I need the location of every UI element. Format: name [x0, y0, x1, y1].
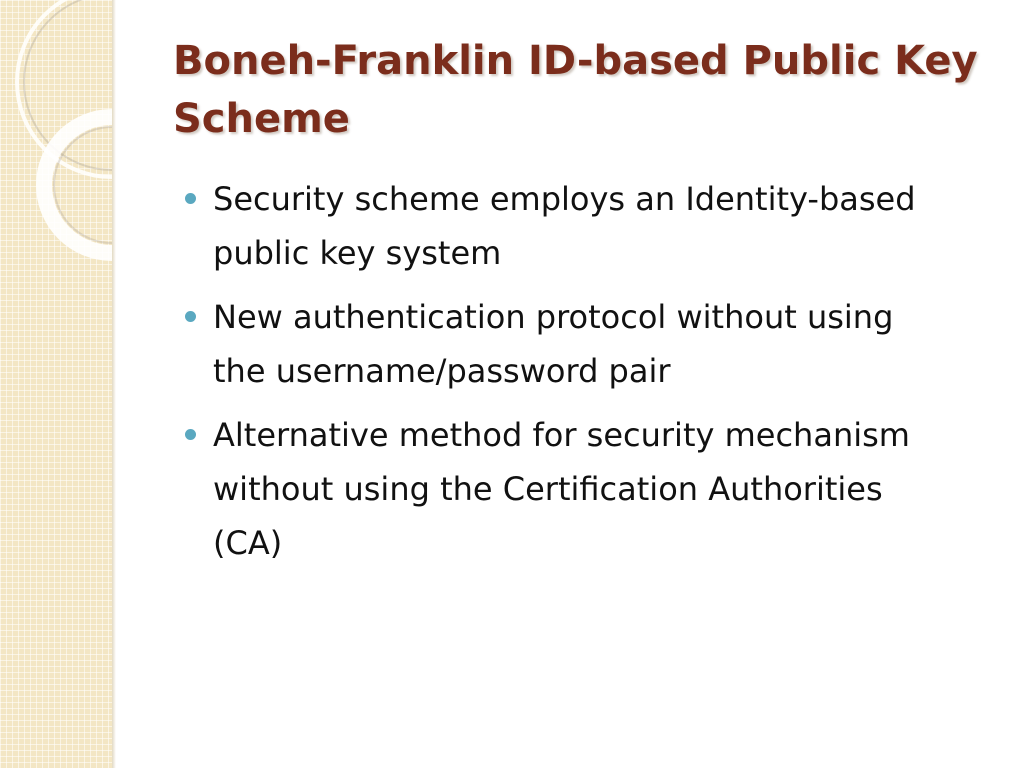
bullet-dot-icon: [185, 311, 196, 322]
bullet-item: [185, 290, 925, 398]
bullet-text: Security scheme employs an Identity-based public key system: [213, 180, 916, 272]
bullet-list: [185, 172, 925, 580]
bullet-item: [185, 172, 925, 280]
slide-title: Boneh-Franklin ID-based Public Key Scheme: [173, 38, 978, 142]
side-panel-shadow: [112, 0, 116, 768]
decorative-side-panel: [0, 0, 112, 768]
bullet-text: New authentication protocol without using the username/password pair: [213, 298, 894, 390]
bullet-dot-icon: [185, 429, 196, 440]
decorative-rings: [0, 0, 112, 768]
bullet-text: Alternative method for security mechanism without using the Certification Authorities (CA): [213, 416, 910, 562]
bullet-dot-icon: [185, 193, 196, 204]
bullet-item: [185, 408, 925, 570]
